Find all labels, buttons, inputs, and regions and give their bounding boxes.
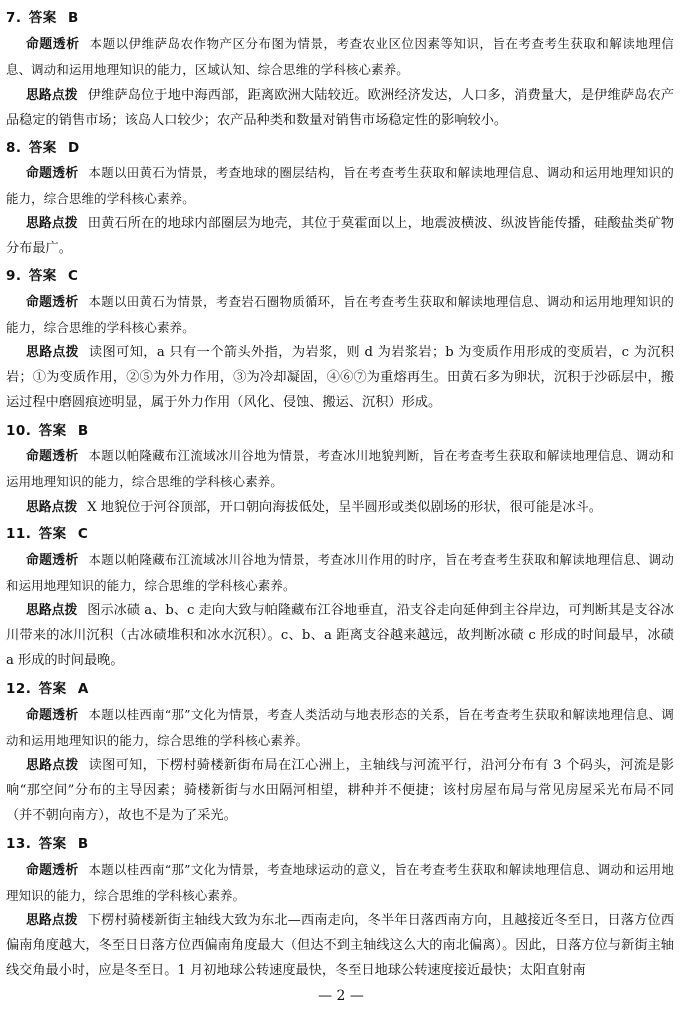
analysis-label: 命题透析 — [26, 37, 80, 52]
question-number: 12. — [6, 681, 32, 697]
reasoning-text: 读图可知，a 只有一个箭头外指，为岩浆，则 d 为岩浆岩；b 为变质作用形成的变质岩，c 为沉积岩；①为变质作用，②⑤为外力作用，③为冷却凝固，④⑥⑦为重熔再生。田黄石多为卵状，沉积于沙砾层中，搬运过程中磨圆痕迹明显，属于外力作用（风化、侵蚀、搬运、沉积）形成。 — [6, 345, 674, 410]
question-10-reasoning — [6, 495, 674, 520]
question-13-reasoning — [6, 908, 674, 983]
reasoning-label: 思路点拨 — [26, 345, 79, 360]
question-7-header — [6, 6, 79, 26]
reasoning-label: 思路点拨 — [26, 88, 78, 103]
answer-value: D — [67, 140, 80, 156]
answer-value: B — [67, 10, 79, 26]
answer-label: 答案 — [38, 681, 67, 697]
question-11-reasoning — [6, 598, 674, 673]
question-8-analysis — [6, 160, 674, 211]
question-11-header — [6, 522, 88, 542]
question-number: 8. — [6, 140, 22, 156]
answer-label: 答案 — [38, 423, 67, 439]
question-number: 7. — [6, 10, 22, 26]
analysis-paragraph — [6, 857, 674, 908]
analysis-label: 命题透析 — [26, 295, 79, 310]
analysis-text: 本题以伊维萨岛农作物产区分布图为情景，考查农业区位因素等知识，旨在考查考生获取和解读地理信息、调动和运用地理知识的能力，区域认知、综合思维的学科核心素养。 — [6, 36, 674, 77]
reasoning-label: 思路点拨 — [26, 603, 78, 618]
question-number: 10. — [6, 423, 32, 439]
analysis-label: 命题透析 — [26, 708, 79, 723]
analysis-label: 命题透析 — [26, 449, 79, 464]
question-9-header — [6, 264, 78, 284]
analysis-text: 本题以桂西南“那”文化为情景，考查地球运动的意义，旨在考查考生获取和解读地理信息、调动和运用地理知识的能力，综合思维的学科核心素养。 — [6, 862, 674, 903]
reasoning-label: 思路点拨 — [26, 758, 79, 773]
reasoning-paragraph — [6, 908, 674, 983]
reasoning-text: 读图可知，下楞村骑楼新街布局在江心洲上，主轴线与河流平行，沿河分布有 3 个码头，河流是影响“那空间”分布的主导因素；骑楼新街与水田隔河相望，耕种并不便捷；该村房屋布局与常见房屋采光布局不同（并不朝向南方），故也不是为了采光。 — [6, 758, 674, 823]
answer-value: A — [77, 681, 89, 697]
question-13-header — [6, 832, 89, 852]
reasoning-text: X 地貌位于河谷顶部，开口朝向海拔低处，呈半圆形或类似剧场的形状，很可能是冰斗。 — [87, 500, 602, 515]
question-number: 13. — [6, 836, 32, 852]
answer-value: B — [77, 836, 89, 852]
question-12-reasoning — [6, 753, 674, 828]
question-13-analysis — [6, 857, 674, 908]
question-11-analysis — [6, 547, 674, 598]
analysis-paragraph — [6, 702, 674, 753]
answer-label: 答案 — [38, 836, 67, 852]
analysis-paragraph — [6, 160, 674, 211]
analysis-paragraph — [6, 443, 674, 494]
answer-label: 答案 — [38, 526, 67, 542]
analysis-paragraph — [6, 289, 674, 340]
analysis-paragraph — [6, 547, 674, 598]
question-7-analysis — [6, 31, 674, 82]
analysis-label: 命题透析 — [26, 166, 79, 181]
reasoning-paragraph — [6, 211, 674, 261]
reasoning-label: 思路点拨 — [26, 913, 78, 928]
question-9-analysis — [6, 289, 674, 340]
reasoning-text: 图示冰碛 a、b、c 走向大致与帕隆藏布江谷地垂直，沿支谷走向延伸到主谷岸边，可判断其是支谷冰川带来的冰川沉积（古冰碛堆积和冰水沉积）。c、b、a 距离支谷越来越远，故判断冰碛 c 形成的时间最早，冰碛 a 形成的时间最晚。 — [6, 603, 674, 668]
question-7-reasoning — [6, 83, 674, 133]
reasoning-paragraph — [6, 753, 674, 828]
question-number: 9. — [6, 268, 22, 284]
answer-value: C — [67, 268, 79, 284]
question-number: 11. — [6, 526, 32, 542]
reasoning-text: 下楞村骑楼新街主轴线大致为东北—西南走向，冬半年日落西南方向，且越接近冬至日，日落方位西偏南角度越大，冬至日日落方位西偏南角度最大（但达不到主轴线这么大的南北偏离）。因此，日落方位与新街主轴线交角最小时，应是冬至日。1 月初地球公转速度最快，冬至日地球公转速度接近最快；太阳直射南 — [6, 913, 675, 978]
page-number: — 2 — — [318, 988, 364, 1004]
analysis-text: 本题以田黄石为情景，考查岩石圈物质循环，旨在考查考生获取和解读地理信息、调动和运用地理知识的能力，综合思维的学科核心素养。 — [6, 294, 674, 335]
reasoning-text: 田黄石所在的地球内部圈层为地壳，其位于莫霍面以上，地震波横波、纵波皆能传播，硅酸盐类矿物分布最广。 — [6, 216, 674, 256]
reasoning-paragraph — [6, 83, 674, 133]
analysis-text: 本题以田黄石为情景，考查地球的圈层结构，旨在考查考生获取和解读地理信息、调动和运用地理知识的能力，综合思维的学科核心素养。 — [6, 165, 674, 206]
question-8-reasoning — [6, 211, 674, 261]
analysis-paragraph — [6, 31, 674, 82]
reasoning-label: 思路点拨 — [26, 500, 78, 515]
analysis-text: 本题以帕隆藏布江流域冰川谷地为情景，考查冰川地貌判断，旨在考查考生获取和解读地理信息、调动和运用地理知识的能力，综合思维的学科核心素养。 — [6, 448, 674, 489]
analysis-text: 本题以桂西南“那”文化为情景，考查人类活动与地表形态的关系，旨在考查考生获取和解读地理信息、调动和运用地理知识的能力，综合思维的学科核心素养。 — [6, 707, 674, 748]
answer-value: C — [77, 526, 89, 542]
analysis-label: 命题透析 — [26, 553, 79, 568]
analysis-label: 命题透析 — [26, 863, 79, 878]
reasoning-text: 伊维萨岛位于地中海西部，距离欧洲大陆较近。欧洲经济发达，人口多，消费量大，是伊维萨岛农产品稳定的销售市场；该岛人口较少；农产品种类和数量对销售市场稳定性的影响较小。 — [6, 88, 674, 128]
reasoning-label: 思路点拨 — [26, 216, 78, 231]
question-8-header — [6, 136, 80, 156]
reasoning-paragraph — [6, 340, 674, 415]
analysis-text: 本题以帕隆藏布江流域冰川谷地为情景，考查冰川作用的时序，旨在考查考生获取和解读地理信息、调动和运用地理知识的能力，综合思维的学科核心素养。 — [6, 552, 674, 593]
answer-label: 答案 — [28, 10, 57, 26]
reasoning-paragraph — [6, 598, 674, 673]
answer-label: 答案 — [28, 140, 57, 156]
question-10-header — [6, 419, 89, 439]
question-12-header — [6, 677, 89, 697]
question-12-analysis — [6, 702, 674, 753]
question-9-reasoning — [6, 340, 674, 415]
answer-value: B — [77, 423, 89, 439]
answer-label: 答案 — [28, 268, 57, 284]
reasoning-paragraph — [6, 495, 674, 520]
question-10-analysis — [6, 443, 674, 494]
